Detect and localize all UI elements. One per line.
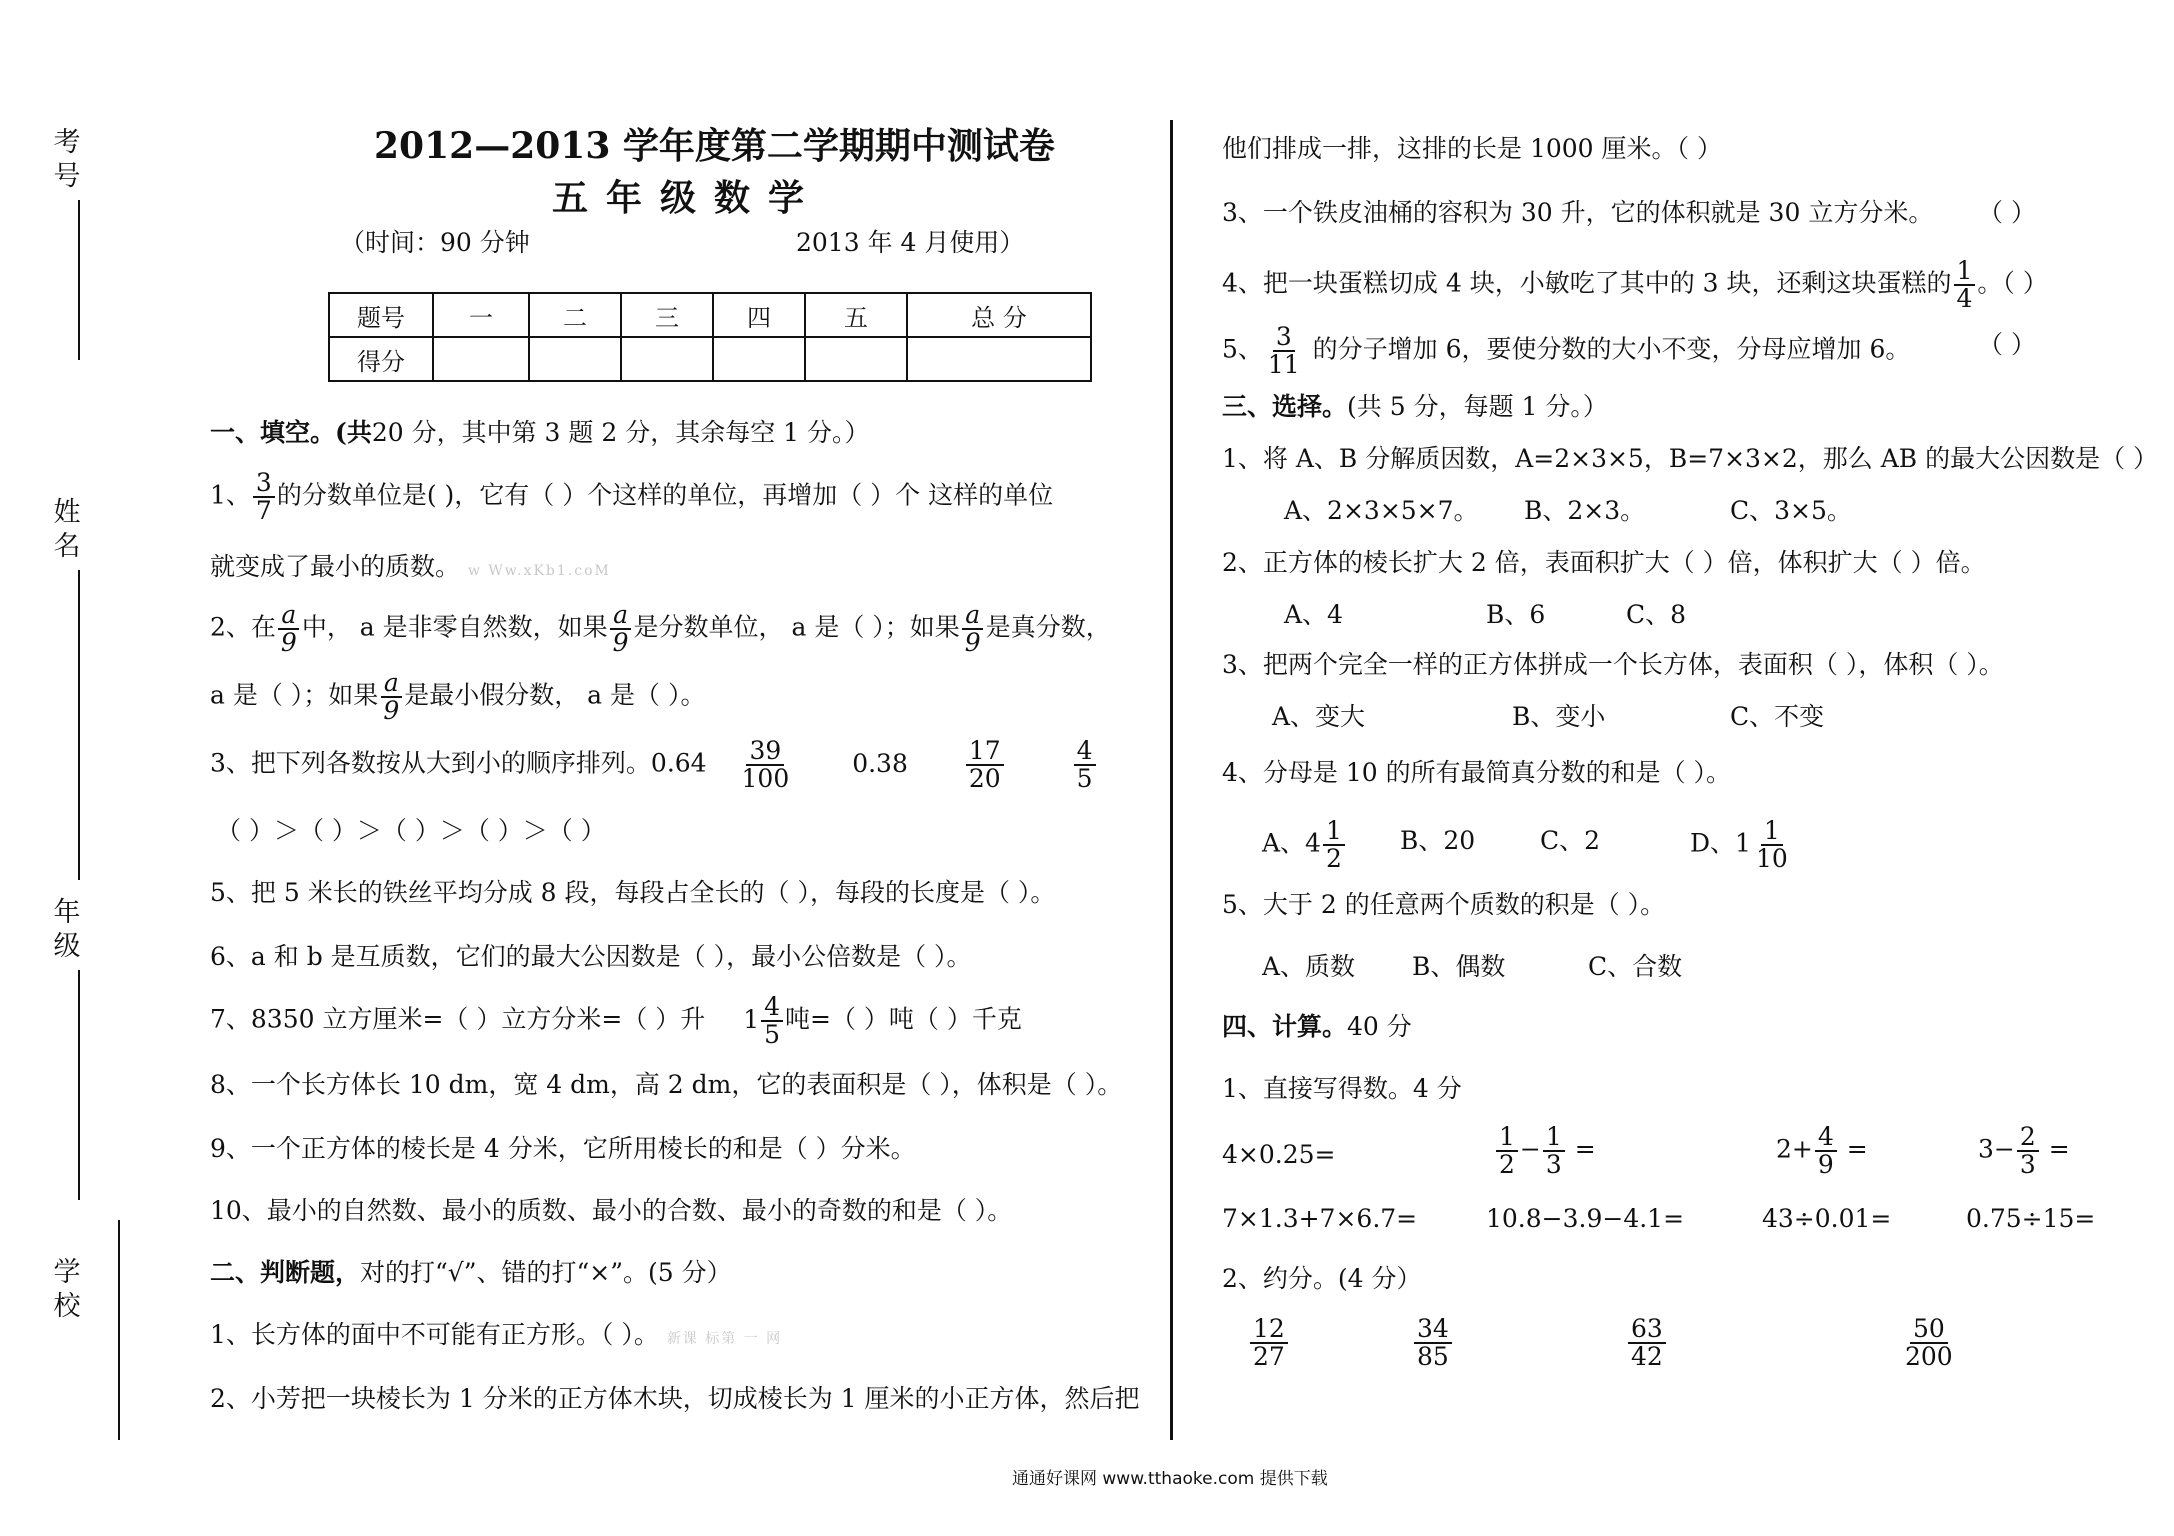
watermark-text: w Ww.xKb1.coM bbox=[467, 563, 611, 579]
time-limit: （时间：90 分钟 bbox=[340, 228, 530, 257]
calc-item: 10.8−3.9−4.1= bbox=[1486, 1204, 1685, 1233]
judge-2-continued: 他们排成一排，这排的长是 1000 厘米。（ ） bbox=[1222, 134, 1722, 163]
table-cell[interactable] bbox=[529, 337, 621, 381]
choice-4-option-a: A、4 $\frac{1}{2}$ bbox=[1262, 818, 1347, 872]
sidebar-label-exam-number: 考号 bbox=[53, 127, 81, 192]
choice-3-option-a: A、变大 bbox=[1272, 702, 1366, 731]
question-6: 6、a 和 b 是互质数，它们的最大公因数是（ ），最小公倍数是（ ）。 bbox=[210, 942, 972, 971]
sidebar-fill-line bbox=[78, 200, 80, 360]
judge-5: 5、 $\frac{3}{11}$ 的分子增加 6，要使分数的大小不变，分母应增加 6。 bbox=[1222, 322, 1911, 379]
calc-item: 2+ $\frac{4}{9}$ = bbox=[1776, 1122, 1868, 1179]
question-3: 3、把下列各数按从大到小的顺序排列。0.64 $\frac{39}{100}$ 0.38 $\frac{17}{20}$ $\frac{4}{5}$ bbox=[210, 738, 1098, 792]
section-2-heading: 二、判断题，对的打“√”、错的打“×”。(5 分） bbox=[210, 1258, 732, 1287]
table-cell: 得分 bbox=[329, 337, 433, 381]
page-subtitle: 五年级数学 bbox=[552, 177, 823, 219]
question-3-answer-line: （ ）＞（ ）＞（ ）＞（ ）＞（ ） bbox=[216, 816, 606, 845]
choice-4-option-c: C、2 bbox=[1540, 826, 1601, 855]
calc-item: 3− $\frac{2}{3}$ = bbox=[1978, 1122, 2070, 1179]
question-7: 7、8350 立方厘米=（ ）立方分米=（ ）升 1 $\frac{4}{5}$ 吨=（ ）吨（ ）千克 bbox=[210, 992, 1022, 1049]
sidebar-label-name: 姓名 bbox=[53, 497, 81, 562]
sidebar-label-grade: 年级 bbox=[53, 897, 81, 962]
calc-item: 43÷0.01= bbox=[1762, 1204, 1892, 1233]
fraction: $\frac{3}{7}$ bbox=[253, 470, 275, 524]
question-10: 10、最小的自然数、最小的质数、最小的合数、最小的奇数的和是（ ）。 bbox=[210, 1196, 1013, 1225]
choice-2-option-b: B、6 bbox=[1486, 600, 1546, 629]
question-2: 2、在 $\frac{a}{9}$ 中， a 是非零自然数，如果 $\frac{a}{9}$ 是分数单位， a 是（ ）；如果 $\frac{a}{9}$ 是真分数， bbox=[210, 600, 1111, 657]
score-table bbox=[328, 292, 1092, 382]
choice-1-option-c: C、3×5。 bbox=[1730, 496, 1852, 525]
reduce-item: $\frac{63}{42}$ bbox=[1626, 1316, 1668, 1370]
sidebar-fill-line bbox=[78, 570, 80, 880]
choice-5-option-c: C、合数 bbox=[1588, 952, 1683, 981]
table-row bbox=[329, 337, 1091, 381]
choice-5-option-b: B、偶数 bbox=[1412, 952, 1506, 981]
judge-3: 3、一个铁皮油桶的容积为 30 升，它的体积就是 30 立方分米。 bbox=[1222, 198, 1934, 227]
judge-5-paren: （ ） bbox=[1978, 330, 2036, 359]
section-1-heading: 一、填空。(共20 分，其中第 3 题 2 分，其余每空 1 分。） bbox=[210, 418, 870, 447]
table-cell[interactable] bbox=[621, 337, 713, 381]
choice-4: 4、分母是 10 的所有最简真分数的和是（ ）。 bbox=[1222, 758, 1732, 787]
table-cell[interactable] bbox=[433, 337, 529, 381]
question-9: 9、一个正方体的棱长是 4 分米，它所用棱长的和是（ ）分米。 bbox=[210, 1134, 916, 1163]
section-4-heading: 四、计算。40 分 bbox=[1222, 1012, 1412, 1041]
choice-2-option-c: C、8 bbox=[1626, 600, 1687, 629]
table-cell: 二 bbox=[529, 293, 621, 337]
calc-item: $\frac{1}{2}$ − $\frac{1}{3}$ = bbox=[1494, 1124, 1596, 1178]
choice-3-option-b: B、变小 bbox=[1512, 702, 1606, 731]
table-cell: 总 分 bbox=[907, 293, 1091, 337]
footer-credit: 通通好课网 www.tthaoke.com 提供下载 bbox=[1012, 1469, 1328, 1489]
table-cell: 五 bbox=[805, 293, 907, 337]
question-1: 1、 $\frac{3}{7}$ 的分数单位是( )，它有（ ）个这样的单位，再增加（ ）个 这样的单位 bbox=[210, 468, 1054, 525]
calc-item: 4×0.25= bbox=[1222, 1140, 1336, 1169]
watermark-text: 新课 标第 一 网 bbox=[666, 1331, 783, 1347]
choice-3: 3、把两个完全一样的正方体拼成一个长方体，表面积（ ），体积（ ）。 bbox=[1222, 650, 2004, 679]
calc-1-heading: 1、直接写得数。4 分 bbox=[1222, 1074, 1462, 1103]
judge-3-paren: （ ） bbox=[1978, 198, 2036, 227]
calc-item: 7×1.3+7×6.7= bbox=[1222, 1204, 1418, 1233]
choice-3-option-c: C、不变 bbox=[1730, 702, 1825, 731]
reduce-item: $\frac{50}{200}$ bbox=[1905, 1314, 1953, 1371]
choice-1-option-a: A、2×3×5×7。 bbox=[1284, 496, 1479, 525]
question-5: 5、把 5 米长的铁丝平均分成 8 段，每段占全长的（ ），每段的长度是（ ）。 bbox=[210, 878, 1056, 907]
choice-1: 1、将 A、B 分解质因数，A=2×3×5，B=7×3×2，那么 AB 的最大公因数是（ ） bbox=[1222, 444, 2159, 473]
choice-4-option-b: B、20 bbox=[1400, 826, 1476, 855]
question-8: 8、一个长方体长 10 dm，宽 4 dm，高 2 dm，它的表面积是（ ），体积是（ ）。 bbox=[210, 1070, 1123, 1099]
judge-2: 2、小芳把一块棱长为 1 分米的正方体木块，切成棱长为 1 厘米的小正方体，然后把 bbox=[210, 1384, 1140, 1413]
table-cell: 题号 bbox=[329, 293, 433, 337]
reduce-item: $\frac{12}{27}$ bbox=[1248, 1316, 1290, 1370]
question-1-line-2: 就变成了最小的质数。 w Ww.xKb1.coM bbox=[210, 552, 611, 581]
judge-1: 1、长方体的面中不可能有正方形。（ ）。 新课 标第 一 网 bbox=[210, 1320, 783, 1349]
calc-2-heading: 2、约分。(4 分） bbox=[1222, 1264, 1422, 1293]
choice-2: 2、正方体的棱长扩大 2 倍，表面积扩大（ ）倍，体积扩大（ ）倍。 bbox=[1222, 548, 1986, 577]
table-cell: 三 bbox=[621, 293, 713, 337]
table-cell: 一 bbox=[433, 293, 529, 337]
choice-4-option-d: D、1 $\frac{1}{10}$ bbox=[1690, 816, 1788, 873]
choice-5: 5、大于 2 的任意两个质数的积是（ ）。 bbox=[1222, 890, 1666, 919]
reduce-item: $\frac{34}{85}$ bbox=[1412, 1316, 1454, 1370]
sidebar-fold-line bbox=[118, 1220, 120, 1440]
section-3-heading: 三、选择。(共 5 分，每题 1 分。） bbox=[1222, 392, 1608, 421]
column-divider bbox=[1170, 120, 1173, 1440]
sidebar-fill-line bbox=[78, 970, 80, 1200]
choice-5-option-a: A、质数 bbox=[1262, 952, 1356, 981]
page-title: 2012—2013 学年度第二学期期中测试卷 bbox=[374, 125, 1055, 167]
question-2-line-2: a 是（ ）；如果 $\frac{a}{9}$ 是最小假分数， a 是（ ）。 bbox=[210, 668, 706, 725]
table-cell[interactable] bbox=[713, 337, 805, 381]
calc-item: 0.75÷15= bbox=[1966, 1204, 2096, 1233]
table-cell[interactable] bbox=[805, 337, 907, 381]
table-cell: 四 bbox=[713, 293, 805, 337]
table-cell[interactable] bbox=[907, 337, 1091, 381]
sidebar-label-school: 学校 bbox=[53, 1257, 81, 1322]
usage-date: 2013 年 4 月使用） bbox=[796, 228, 1025, 257]
judge-4: 4、把一块蛋糕切成 4 块，小敏吃了其中的 3 块，还剩这块蛋糕的 $\frac{1}{4}$ 。（ ） bbox=[1222, 256, 2048, 313]
table-row bbox=[329, 293, 1091, 337]
choice-1-option-b: B、2×3。 bbox=[1524, 496, 1646, 525]
choice-2-option-a: A、4 bbox=[1284, 600, 1343, 629]
